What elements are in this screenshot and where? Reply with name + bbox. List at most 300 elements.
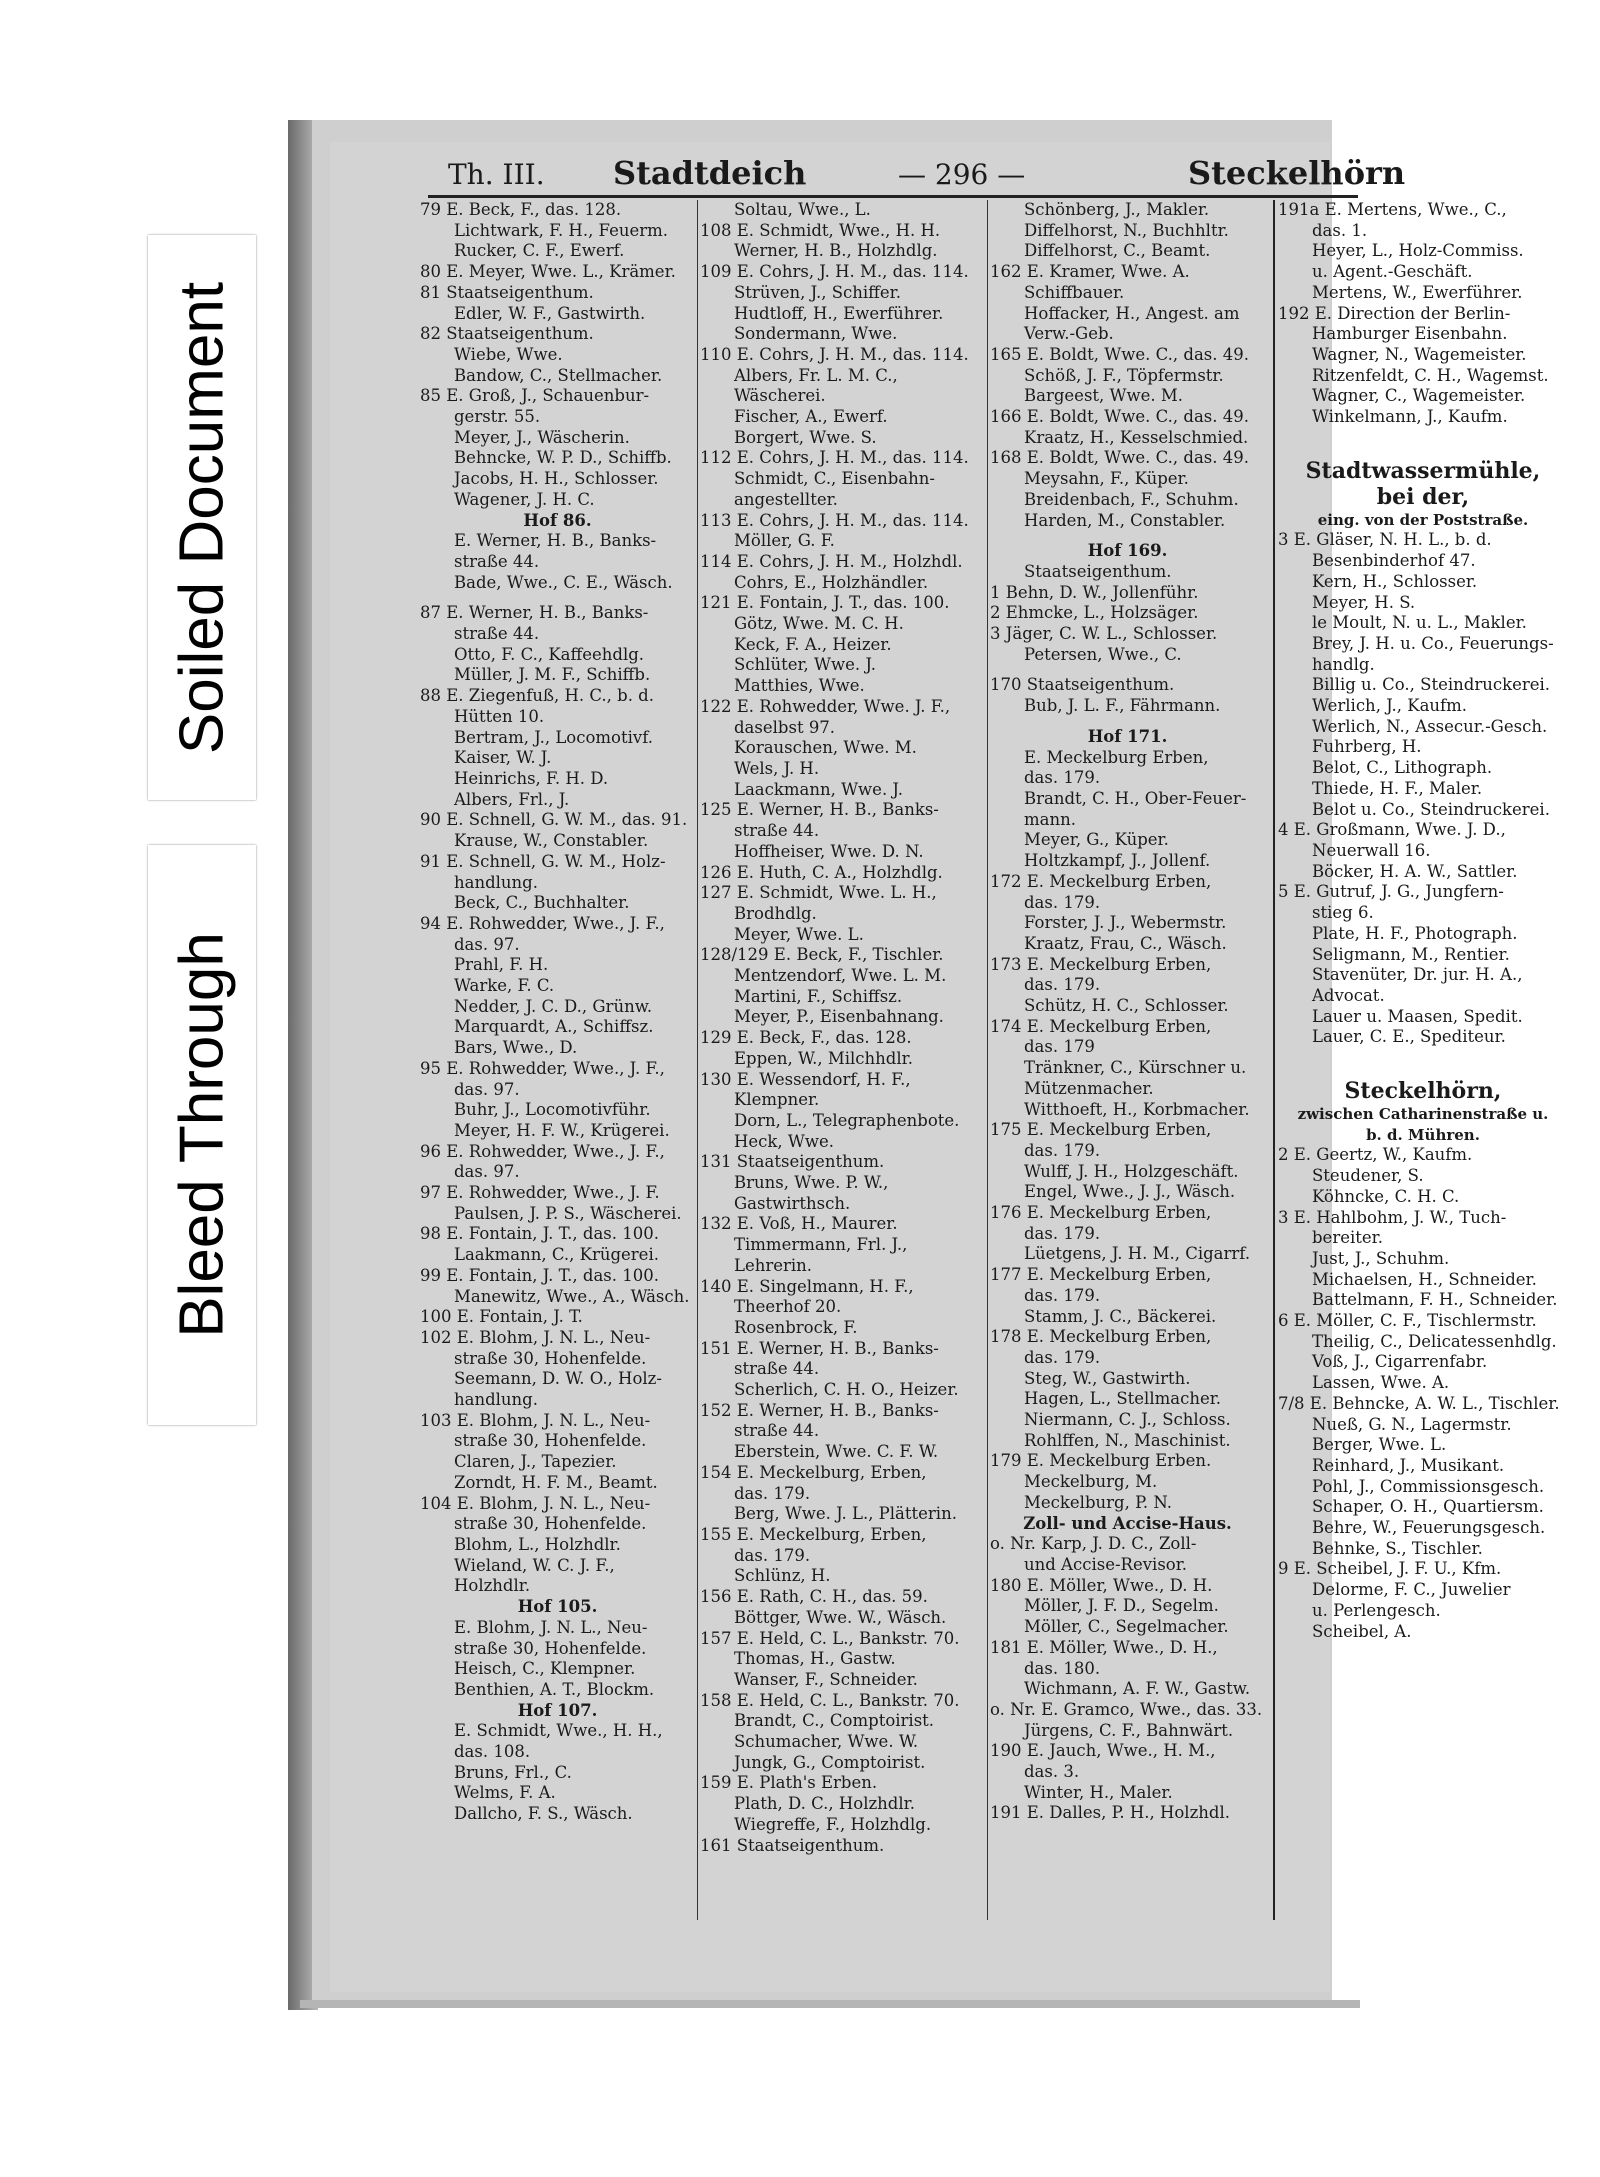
directory-line: Sondermann, Wwe. bbox=[734, 324, 898, 344]
directory-line: 126 E. Huth, C. A., Holzhdlg. bbox=[700, 862, 943, 882]
page-number: — 296 — bbox=[898, 158, 1026, 191]
directory-line: Michaelsen, H., Schneider. bbox=[1312, 1269, 1537, 1289]
column-divider bbox=[987, 200, 988, 1920]
directory-line: Manewitz, Wwe., A., Wäsch. bbox=[454, 1286, 690, 1306]
directory-line: Albers, Frl., J. bbox=[454, 789, 570, 809]
directory-line: 179 E. Meckelburg Erben. bbox=[990, 1451, 1212, 1471]
directory-line: Niermann, C. J., Schloss. bbox=[1024, 1410, 1231, 1430]
directory-line: 128/129 E. Beck, F., Tischler. bbox=[700, 945, 944, 965]
directory-line: 191a E. Mertens, Wwe., C., bbox=[1278, 200, 1507, 219]
directory-line: Borgert, Wwe. S. bbox=[734, 427, 877, 447]
directory-line: 159 E. Plath's Erben. bbox=[700, 1773, 878, 1793]
directory-line: 9 E. Scheibel, J. F. U., Kfm. bbox=[1278, 1559, 1502, 1579]
directory-line: Dallcho, F. S., Wäsch. bbox=[454, 1804, 633, 1824]
directory-line: 121 E. Fontain, J. T., das. 100. bbox=[700, 593, 950, 613]
directory-line: 108 E. Schmidt, Wwe., H. H. bbox=[700, 220, 941, 240]
street-subheading: eing. von der Poststraße. bbox=[1317, 510, 1529, 529]
directory-line: stieg 6. bbox=[1312, 903, 1374, 923]
directory-line: Schumacher, Wwe. W. bbox=[734, 1732, 919, 1752]
directory-line: Köhncke, C. H. C. bbox=[1312, 1186, 1460, 1206]
directory-line: 157 E. Held, C. L., Bankstr. 70. bbox=[700, 1628, 960, 1648]
directory-line: Rosenbrock, F. bbox=[734, 1317, 858, 1337]
directory-line: straße 30, Hohenfelde. bbox=[454, 1348, 647, 1368]
directory-line: 110 E. Cohrs, J. H. M., das. 114. bbox=[700, 344, 969, 364]
directory-line: Meyer, H. S. bbox=[1312, 592, 1416, 612]
directory-line: Wichmann, A. F. W., Gastw. bbox=[1024, 1679, 1251, 1699]
directory-line: o. Nr. E. Gramco, Wwe., das. 33. bbox=[990, 1699, 1263, 1719]
directory-line: Witthoeft, H., Korbmacher. bbox=[1024, 1099, 1250, 1119]
directory-line: straße 44. bbox=[734, 1421, 820, 1441]
directory-line: Fuhrberg, H. bbox=[1312, 737, 1422, 757]
directory-line: 175 E. Meckelburg Erben, bbox=[990, 1120, 1212, 1140]
directory-line: Claren, J., Tapezier. bbox=[454, 1452, 617, 1472]
directory-line: Fischer, A., Ewerf. bbox=[734, 407, 888, 427]
directory-line: Otto, F. C., Kaffeehdlg. bbox=[454, 644, 645, 664]
directory-line: Reinhard, J., Musikant. bbox=[1312, 1455, 1505, 1475]
directory-line: E. Werner, H. B., Banks- bbox=[454, 531, 657, 551]
directory-line: 181 E. Möller, Wwe., D. H., bbox=[990, 1637, 1218, 1657]
directory-line: Besenbinderhof 47. bbox=[1312, 551, 1476, 571]
directory-line: Thomas, H., Gastw. bbox=[734, 1649, 896, 1669]
directory-line: Winter, H., Maler. bbox=[1024, 1782, 1173, 1802]
directory-line: 94 E. Rohwedder, Wwe., J. F., bbox=[420, 913, 665, 933]
directory-line: Meyer, G., Küper. bbox=[1024, 830, 1169, 850]
directory-line: Böcker, H. A. W., Sattler. bbox=[1312, 861, 1518, 881]
bleed-through-label: Bleed Through bbox=[167, 932, 237, 1338]
directory-line: Kraatz, Frau, C., Wäsch. bbox=[1024, 933, 1227, 953]
directory-line: straße 44. bbox=[734, 821, 820, 841]
directory-line: handlg. bbox=[1312, 654, 1375, 674]
directory-line: 131 Staatseigenthum. bbox=[700, 1152, 885, 1172]
directory-line: das. 97. bbox=[454, 934, 520, 954]
directory-line: das. 97. bbox=[454, 1162, 520, 1182]
directory-line: Werlich, J., Kaufm. bbox=[1312, 696, 1468, 716]
directory-line: Holzhdlr. bbox=[454, 1576, 531, 1596]
directory-line: E. Schmidt, Wwe., H. H., bbox=[454, 1721, 663, 1741]
directory-line: 99 E. Fontain, J. T., das. 100. bbox=[420, 1265, 659, 1285]
directory-line: Schiffbauer. bbox=[1024, 282, 1125, 302]
directory-line: Bruns, Frl., C. bbox=[454, 1762, 572, 1782]
section-heading: Hof 105. bbox=[517, 1597, 598, 1617]
directory-line bbox=[420, 593, 695, 603]
directory-line: 113 E. Cohrs, J. H. M., das. 114. bbox=[700, 510, 969, 530]
directory-line: Soltau, Wwe., L. bbox=[734, 200, 871, 219]
directory-line: Belot, C., Lithograph. bbox=[1312, 758, 1493, 778]
directory-line: Zorndt, H. F. M., Beamt. bbox=[454, 1472, 658, 1492]
directory-line: handlung. bbox=[454, 872, 538, 892]
page-header bbox=[428, 150, 1406, 198]
directory-line: gerstr. 55. bbox=[454, 407, 541, 427]
directory-line: Nedder, J. C. D., Grünw. bbox=[454, 996, 653, 1016]
directory-line: Tränkner, C., Kürschner u. bbox=[1024, 1058, 1247, 1078]
directory-line: Rohlffen, N., Maschinist. bbox=[1024, 1430, 1231, 1450]
directory-line: 82 Staatseigenthum. bbox=[420, 324, 594, 344]
directory-line: Timmermann, Frl. J., bbox=[734, 1235, 908, 1255]
directory-line: Bandow, C., Stellmacher. bbox=[454, 365, 663, 385]
directory-column-1 bbox=[420, 200, 695, 1920]
directory-line: Schmidt, C., Eisenbahn- bbox=[734, 469, 935, 489]
directory-line: Breidenbach, F., Schuhm. bbox=[1024, 489, 1239, 509]
directory-line: Buhr, J., Locomotivführ. bbox=[454, 1100, 651, 1120]
directory-line: 140 E. Singelmann, H. F., bbox=[700, 1276, 914, 1296]
directory-line: Bargeest, Wwe. M. bbox=[1024, 386, 1184, 406]
directory-line: Meyer, H. F. W., Krügerei. bbox=[454, 1120, 670, 1140]
directory-line: 109 E. Cohrs, J. H. M., das. 114. bbox=[700, 262, 969, 282]
directory-line: Kern, H., Schlosser. bbox=[1312, 571, 1478, 591]
directory-line: 155 E. Meckelburg, Erben, bbox=[700, 1525, 927, 1544]
directory-line: Bars, Wwe., D. bbox=[454, 1038, 578, 1058]
directory-line: Wagener, J. H. C. bbox=[454, 489, 595, 509]
directory-line: Jürgens, C. F., Bahnwärt. bbox=[1024, 1720, 1234, 1740]
directory-line: 90 E. Schnell, G. W. M., das. 91. bbox=[420, 810, 688, 830]
directory-line: Behncke, W. P. D., Schiffb. bbox=[454, 448, 672, 468]
directory-line: Berg, Wwe. J. L., Plätterin. bbox=[734, 1504, 957, 1524]
directory-line: Wiebe, Wwe. bbox=[454, 344, 563, 364]
directory-line: Martini, F., Schiffsz. bbox=[734, 986, 903, 1006]
directory-line: das. 1. bbox=[1312, 220, 1368, 240]
directory-line: 100 E. Fontain, J. T. bbox=[420, 1307, 583, 1327]
directory-line: Scheibel, A. bbox=[1312, 1621, 1412, 1641]
directory-line: Theilig, C., Delicatessenhdlg. bbox=[1312, 1331, 1557, 1351]
directory-line: handlung. bbox=[454, 1390, 538, 1410]
directory-line: Plath, D. C., Holzhdlr. bbox=[734, 1794, 915, 1814]
directory-line: 114 E. Cohrs, J. H. M., Holzhdl. bbox=[700, 551, 963, 571]
directory-line: o. Nr. Karp, J. D. C., Zoll- bbox=[990, 1534, 1197, 1554]
directory-line: 178 E. Meckelburg Erben, bbox=[990, 1327, 1212, 1347]
soiled-document-stamp bbox=[148, 235, 256, 800]
directory-line: Lehrerin. bbox=[734, 1255, 813, 1275]
directory-line: Wanser, F., Schneider. bbox=[734, 1669, 918, 1689]
directory-line: Wels, J. H. bbox=[734, 758, 820, 778]
directory-line: Heinrichs, F. H. D. bbox=[454, 768, 609, 788]
directory-line: Hoffheiser, Wwe. D. N. bbox=[734, 841, 924, 861]
directory-line: Möller, C., Segelmacher. bbox=[1024, 1617, 1229, 1637]
directory-line: Möller, J. F. D., Segelm. bbox=[1024, 1596, 1219, 1616]
directory-line: 177 E. Meckelburg Erben, bbox=[990, 1265, 1212, 1285]
directory-line: Albers, Fr. L. M. C., bbox=[734, 365, 898, 385]
directory-line: das. 179. bbox=[1024, 768, 1101, 788]
directory-line bbox=[1278, 448, 1568, 458]
directory-line: 173 E. Meckelburg Erben, bbox=[990, 954, 1212, 974]
directory-line: Steudener, S. bbox=[1312, 1166, 1424, 1186]
directory-line: Wäscherei. bbox=[734, 386, 826, 406]
directory-line: Schöß, J. F., Töpfermstr. bbox=[1024, 365, 1224, 385]
soiled-document-label: Soiled Document bbox=[167, 281, 237, 754]
directory-line: Kraatz, H., Kesselschmied. bbox=[1024, 427, 1249, 447]
directory-line: Schönberg, J., Makler. bbox=[1024, 200, 1210, 219]
column-divider bbox=[1273, 200, 1275, 1920]
directory-line: Wagner, N., Wagemeister. bbox=[1312, 344, 1527, 364]
directory-line: Kaiser, W. J. bbox=[454, 748, 552, 768]
directory-line: das. 180. bbox=[1024, 1658, 1101, 1678]
directory-line: straße 44. bbox=[454, 551, 540, 571]
directory-line: Prahl, F. H. bbox=[454, 955, 549, 975]
directory-line: Lauer u. Maasen, Spedit. bbox=[1312, 1006, 1523, 1026]
directory-line: Behre, W., Feuerungsgesch. bbox=[1312, 1518, 1546, 1538]
directory-line: Keck, F. A., Heizer. bbox=[734, 634, 892, 654]
directory-line: Wagner, C., Wagemeister. bbox=[1312, 386, 1526, 406]
directory-line: 1 Behn, D. W., Jollenführ. bbox=[990, 582, 1199, 602]
directory-line: Schaper, O. H., Quartiersm. bbox=[1312, 1497, 1544, 1517]
directory-line: le Moult, N. u. L., Makler. bbox=[1312, 613, 1527, 633]
directory-line: 5 E. Gutruf, J. G., Jungfern- bbox=[1278, 882, 1504, 902]
directory-line: straße 30, Hohenfelde. bbox=[454, 1514, 647, 1534]
directory-line: 152 E. Werner, H. B., Banks- bbox=[700, 1400, 939, 1420]
directory-line: Hudtloff, H., Ewerführer. bbox=[734, 303, 944, 323]
column-divider bbox=[697, 200, 698, 1920]
directory-line: Krause, W., Constabler. bbox=[454, 831, 649, 851]
directory-line: Lassen, Wwe. A. bbox=[1312, 1373, 1450, 1393]
directory-line: 4 E. Großmann, Wwe. J. D., bbox=[1278, 820, 1506, 840]
directory-line: Verw.-Geb. bbox=[1024, 324, 1114, 344]
directory-line: 166 E. Boldt, Wwe. C., das. 49. bbox=[990, 407, 1249, 427]
directory-line: Paulsen, J. P. S., Wäscherei. bbox=[454, 1203, 682, 1223]
part-label: Th. III. bbox=[448, 158, 545, 191]
directory-line: Meyer, Wwe. L. bbox=[734, 924, 864, 944]
directory-line: Beck, C., Buchhalter. bbox=[454, 893, 630, 913]
directory-line: Steg, W., Gastwirth. bbox=[1024, 1368, 1191, 1388]
directory-line: Klempner. bbox=[734, 1090, 820, 1110]
directory-line: Laackmann, Wwe. J. bbox=[734, 779, 904, 799]
directory-line: Wiegreffe, F., Holzhdlg. bbox=[734, 1814, 932, 1834]
directory-line: bereiter. bbox=[1312, 1228, 1383, 1248]
directory-line: das. 179. bbox=[1024, 1140, 1101, 1160]
directory-line: 79 E. Beck, F., das. 128. bbox=[420, 200, 622, 219]
directory-line: Lauer, C. E., Spediteur. bbox=[1312, 1027, 1506, 1047]
section-heading: Hof 169. bbox=[1087, 541, 1168, 561]
directory-line: Möller, G. F. bbox=[734, 531, 835, 551]
directory-line: 85 E. Groß, J., Schauenbur- bbox=[420, 386, 650, 406]
directory-line: Welms, F. A. bbox=[454, 1783, 556, 1803]
directory-line: Lichtwark, F. H., Feuerm. bbox=[454, 220, 669, 240]
directory-line: Thiede, H. F., Maler. bbox=[1312, 778, 1483, 798]
directory-line: 170 Staatseigenthum. bbox=[990, 675, 1175, 695]
directory-line: Meckelburg, P. N. bbox=[1024, 1492, 1172, 1512]
directory-line: 102 E. Blohm, J. N. L., Neu- bbox=[420, 1327, 651, 1347]
directory-line: E. Blohm, J. N. L., Neu- bbox=[454, 1617, 648, 1637]
directory-line: Hoffacker, H., Angest. am bbox=[1024, 303, 1240, 323]
section-heading: Zoll- und Accise-Haus. bbox=[1023, 1513, 1232, 1533]
directory-line: Diffelhorst, C., Beamt. bbox=[1024, 241, 1211, 261]
street-title: Stadtdeich bbox=[613, 154, 807, 192]
directory-line: Heck, Wwe. bbox=[734, 1131, 834, 1151]
directory-line: Hagen, L., Stellmacher. bbox=[1024, 1389, 1222, 1409]
directory-line: Diffelhorst, N., Buchhltr. bbox=[1024, 220, 1229, 240]
directory-line: Petersen, Wwe., C. bbox=[1024, 644, 1182, 664]
directory-line: 87 E. Werner, H. B., Banks- bbox=[420, 603, 649, 623]
directory-line: das. 179. bbox=[1024, 1223, 1101, 1243]
directory-line: Theerhof 20. bbox=[734, 1297, 842, 1317]
directory-line: Cohrs, E., Holzhändler. bbox=[734, 572, 929, 592]
directory-line: Benthien, A. T., Blockm. bbox=[454, 1679, 655, 1699]
directory-line: 129 E. Beck, F., das. 128. bbox=[700, 1028, 912, 1048]
directory-line: Heyer, L., Holz-Commiss. bbox=[1312, 241, 1524, 261]
directory-column-4 bbox=[1278, 200, 1568, 1920]
directory-line: 2 E. Geertz, W., Kaufm. bbox=[1278, 1145, 1473, 1165]
section-heading: Hof 107. bbox=[517, 1700, 598, 1720]
directory-line bbox=[990, 531, 1265, 541]
directory-line: 174 E. Meckelburg Erben, bbox=[990, 1016, 1212, 1036]
directory-line: Lüetgens, J. H. M., Cigarrf. bbox=[1024, 1244, 1251, 1264]
directory-line: Mentzendorf, Wwe. L. M. bbox=[734, 966, 947, 986]
directory-line: Brey, J. H. u. Co., Feuerungs- bbox=[1312, 633, 1554, 653]
directory-line bbox=[1278, 1048, 1568, 1058]
directory-line: Bruns, Wwe. P. W., bbox=[734, 1173, 889, 1193]
directory-line: Battelmann, F. H., Schneider. bbox=[1312, 1290, 1558, 1310]
directory-line: 176 E. Meckelburg Erben, bbox=[990, 1203, 1212, 1223]
directory-line: 3 E. Hahlbohm, J. W., Tuch- bbox=[1278, 1207, 1507, 1227]
directory-line: Bade, Wwe., C. E., Wäsch. bbox=[454, 572, 673, 592]
directory-line: Brandt, C. H., Ober-Feuer- bbox=[1024, 788, 1247, 808]
directory-line bbox=[1278, 438, 1568, 448]
directory-line: Berger, Wwe. L. bbox=[1312, 1435, 1447, 1455]
directory-line: Stavenüter, Dr. jur. H. A., bbox=[1312, 965, 1523, 985]
header-rule bbox=[428, 195, 1358, 198]
directory-line: Belot u. Co., Steindruckerei. bbox=[1312, 799, 1550, 819]
directory-line: Jungk, G., Comptoirist. bbox=[734, 1752, 926, 1772]
directory-line: 172 E. Meckelburg Erben, bbox=[990, 871, 1212, 891]
directory-line: Wieland, W. C. J. F., bbox=[454, 1555, 615, 1575]
directory-column-3 bbox=[990, 200, 1265, 1920]
directory-line: das. 179. bbox=[1024, 892, 1101, 912]
directory-line: Werner, H. B., Holzhdlg. bbox=[734, 241, 938, 261]
directory-line: Dorn, L., Telegraphenbote. bbox=[734, 1110, 960, 1130]
directory-line: 91 E. Schnell, G. W. M., Holz- bbox=[420, 851, 666, 871]
directory-line: mann. bbox=[1024, 809, 1076, 829]
directory-line: Ritzenfeldt, C. H., Wagemst. bbox=[1312, 365, 1549, 385]
directory-line: 3 Jäger, C. W. L., Schlosser. bbox=[990, 624, 1218, 644]
directory-line: Winkelmann, J., Kaufm. bbox=[1312, 407, 1508, 427]
directory-line: Mützenmacher. bbox=[1024, 1078, 1154, 1098]
directory-line: Bub, J. L. F., Fährmann. bbox=[1024, 696, 1221, 716]
directory-line: 151 E. Werner, H. B., Banks- bbox=[700, 1338, 939, 1358]
directory-line: 158 E. Held, C. L., Bankstr. 70. bbox=[700, 1690, 960, 1710]
directory-line: das. 179. bbox=[734, 1545, 811, 1565]
directory-line: das. 179 bbox=[1024, 1037, 1095, 1057]
bleed-through-stamp bbox=[148, 845, 256, 1425]
street-subheading: b. d. Mühren. bbox=[1366, 1125, 1480, 1144]
directory-line: das. 179. bbox=[1024, 1285, 1101, 1305]
directory-line: Heisch, C., Klempner. bbox=[454, 1659, 636, 1679]
directory-line: 180 E. Möller, Wwe., D. H. bbox=[990, 1575, 1213, 1595]
directory-line: 165 E. Boldt, Wwe. C., das. 49. bbox=[990, 344, 1249, 364]
directory-line: 81 Staatseigenthum. bbox=[420, 282, 594, 302]
directory-line: u. Agent.-Geschäft. bbox=[1312, 262, 1473, 282]
directory-line bbox=[1278, 1068, 1568, 1078]
directory-line: Rucker, C. F., Ewerf. bbox=[454, 241, 625, 261]
directory-line: 103 E. Blohm, J. N. L., Neu- bbox=[420, 1410, 651, 1430]
directory-line: 112 E. Cohrs, J. H. M., das. 114. bbox=[700, 448, 969, 468]
next-street-title: Steckelhörn bbox=[1188, 154, 1406, 192]
directory-line: Edler, W. F., Gastwirth. bbox=[454, 303, 646, 323]
directory-line: Laakmann, C., Krügerei. bbox=[454, 1245, 659, 1265]
directory-line: das. 3. bbox=[1024, 1762, 1080, 1782]
page-bottom-edge bbox=[300, 2000, 1360, 2008]
directory-line: straße 44. bbox=[454, 624, 540, 644]
directory-line: Holtzkampf, J., Jollenf. bbox=[1024, 851, 1211, 871]
directory-line: Behnke, S., Tischler. bbox=[1312, 1538, 1483, 1558]
section-heading: Hof 171. bbox=[1087, 726, 1168, 746]
directory-line: und Accise-Revisor. bbox=[1024, 1555, 1188, 1574]
directory-line: 80 E. Meyer, Wwe. L., Krämer. bbox=[420, 262, 676, 282]
directory-line: das. 108. bbox=[454, 1742, 531, 1762]
directory-line: Staatseigenthum. bbox=[1024, 561, 1172, 581]
directory-line: Wulff, J. H., Holzgeschäft. bbox=[1024, 1161, 1239, 1181]
directory-line: daselbst 97. bbox=[734, 717, 836, 737]
street-heading: bei der, bbox=[1376, 483, 1470, 510]
directory-line: Harden, M., Constabler. bbox=[1024, 510, 1226, 530]
directory-line: Eppen, W., Milchhdlr. bbox=[734, 1048, 913, 1068]
directory-line: Brandt, C., Comptoirist. bbox=[734, 1711, 935, 1731]
directory-line: 154 E. Meckelburg, Erben, bbox=[700, 1462, 927, 1482]
directory-line: das. 97. bbox=[454, 1079, 520, 1099]
directory-line: 125 E. Werner, H. B., Banks- bbox=[700, 800, 939, 820]
directory-line: Marquardt, A., Schiffsz. bbox=[454, 1017, 654, 1037]
directory-line: Advocat. bbox=[1312, 985, 1385, 1005]
directory-line: Schlüter, Wwe. J. bbox=[734, 655, 876, 675]
directory-column-2 bbox=[700, 200, 985, 1920]
directory-line: E. Meckelburg Erben, bbox=[1024, 747, 1209, 767]
directory-line: Neuerwall 16. bbox=[1312, 840, 1431, 860]
directory-line: Pohl, J., Commissionsgesch. bbox=[1312, 1476, 1545, 1496]
directory-line: 127 E. Schmidt, Wwe. L. H., bbox=[700, 883, 937, 903]
directory-line: Schlünz, H. bbox=[734, 1566, 831, 1586]
directory-line: das. 179. bbox=[1024, 975, 1101, 995]
directory-line: Brodhdlg. bbox=[734, 903, 817, 923]
street-heading: Stadtwassermühle, bbox=[1305, 457, 1541, 484]
directory-line: 192 E. Direction der Berlin- bbox=[1278, 303, 1511, 323]
directory-line: 122 E. Rohwedder, Wwe. J. F., bbox=[700, 696, 951, 716]
directory-line: Korauschen, Wwe. M. bbox=[734, 738, 917, 758]
directory-line: 97 E. Rohwedder, Wwe., J. F. bbox=[420, 1183, 660, 1203]
directory-line bbox=[990, 665, 1265, 675]
section-heading: Hof 86. bbox=[523, 510, 592, 530]
directory-line: Stamm, J. C., Bäckerei. bbox=[1024, 1306, 1217, 1326]
directory-line: Scherlich, C. H. O., Heizer. bbox=[734, 1380, 959, 1400]
directory-line: Eberstein, Wwe. C. F. W. bbox=[734, 1442, 939, 1462]
directory-line: Hütten 10. bbox=[454, 706, 545, 726]
directory-line: Gastwirthsch. bbox=[734, 1193, 851, 1213]
directory-line: 104 E. Blohm, J. N. L., Neu- bbox=[420, 1493, 651, 1513]
directory-line: Böttger, Wwe. W., Wäsch. bbox=[734, 1607, 947, 1627]
directory-line: Müller, J. M. F., Schiffb. bbox=[454, 665, 651, 685]
directory-line: 88 E. Ziegenfuß, H. C., b. d. bbox=[420, 686, 654, 706]
directory-line: 190 E. Jauch, Wwe., H. M., bbox=[990, 1741, 1216, 1761]
directory-line: Warke, F. C. bbox=[454, 976, 555, 996]
directory-line: Hamburger Eisenbahn. bbox=[1312, 324, 1508, 344]
directory-line: Jacobs, H. H., Schlosser. bbox=[454, 469, 659, 489]
directory-line: Voß, J., Cigarrenfabr. bbox=[1312, 1352, 1488, 1372]
directory-line: 132 E. Voß, H., Maurer. bbox=[700, 1214, 898, 1234]
directory-line: Götz, Wwe. M. C. H. bbox=[734, 614, 904, 634]
street-heading: Steckelhörn, bbox=[1344, 1078, 1502, 1105]
directory-line: Seemann, D. W. O., Holz- bbox=[454, 1369, 662, 1389]
directory-line: Plate, H. F., Photograph. bbox=[1312, 923, 1518, 943]
directory-line: straße 44. bbox=[734, 1359, 820, 1379]
directory-line bbox=[1278, 1058, 1568, 1068]
directory-line: 2 Ehmcke, L., Holzsäger. bbox=[990, 603, 1199, 623]
directory-line: 7/8 E. Behncke, A. W. L., Tischler. bbox=[1278, 1393, 1560, 1413]
directory-line: 98 E. Fontain, J. T., das. 100. bbox=[420, 1224, 659, 1244]
directory-line: Just, J., Schuhm. bbox=[1312, 1248, 1450, 1268]
directory-line: das. 179. bbox=[734, 1483, 811, 1503]
directory-line: 191 E. Dalles, P. H., Holzhdl. bbox=[990, 1803, 1230, 1823]
directory-line: Nueß, G. N., Lagermstr. bbox=[1312, 1414, 1512, 1434]
directory-line: Meysahn, F., Küper. bbox=[1024, 469, 1189, 489]
directory-line: Bertram, J., Locomotivf. bbox=[454, 727, 653, 747]
directory-line: Meyer, P., Eisenbahnang. bbox=[734, 1007, 944, 1027]
directory-line: 6 E. Möller, C. F., Tischlermstr. bbox=[1278, 1311, 1537, 1331]
